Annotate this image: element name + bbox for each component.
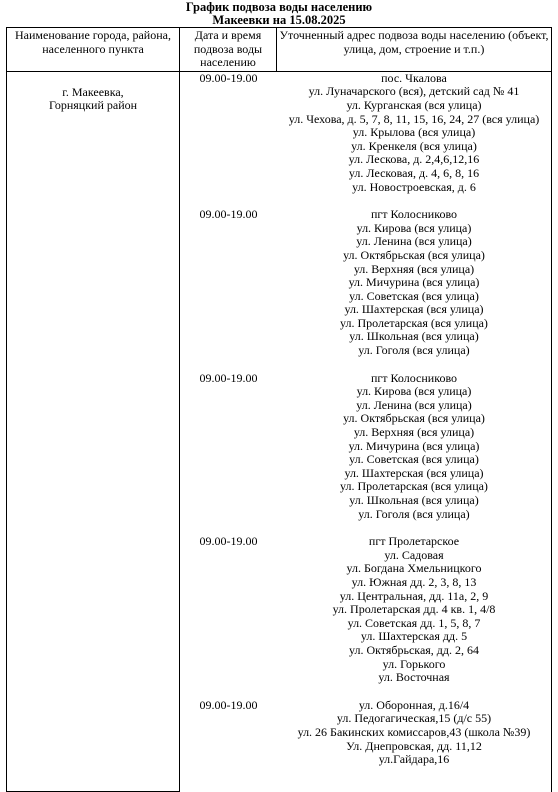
delivery-time: 09.00-19.00 — [199, 534, 258, 549]
address-line: ул. Мичурина (вся улица) — [348, 438, 480, 453]
address-line: ул. Советская дд. 1, 5, 8, 7 — [347, 615, 481, 630]
address-line: пгт Колосниково — [370, 370, 458, 385]
address-line: пос. Чкалова — [381, 71, 447, 85]
address-line: ул. Оборонная, д.16/4 — [358, 697, 470, 712]
address-line: ул. Лесковая, д. 4, 6, 8, 16 — [348, 165, 480, 180]
address-line: ул. Педогагическая,15 (д/с 55) — [336, 711, 492, 726]
address-line: ул. Новостроевская, д. 6 — [352, 179, 476, 194]
address-line: ул. Чехова, д. 5, 7, 8, 11, 15, 16, 24, 27 (вся улица) — [288, 111, 540, 126]
schedule-blocks — [180, 72, 551, 792]
address-line: ул. 26 Бакинских комиссаров,43 (школа №39) — [297, 724, 531, 739]
table-header-row — [7, 28, 552, 72]
block-spacer — [180, 358, 551, 372]
address-line: ул. Южная дд. 2, 3, 8, 13 — [351, 574, 477, 589]
address-list — [277, 372, 551, 522]
delivery-time: 09.00-19.00 — [199, 71, 258, 85]
address-line: ул. Гоголя (вся улица) — [358, 506, 470, 521]
schedule-block — [180, 208, 551, 358]
address-line: ул. Шахтерская (вся улица) — [344, 302, 484, 317]
address-line: ул. Кирова (вся улица) — [356, 384, 472, 399]
address-line: ул. Гоголя (вся улица) — [358, 343, 470, 358]
address-line: ул. Советская (вся улица) — [349, 452, 479, 467]
document-subtitle: Макеевки на 15.08.2025 — [212, 13, 346, 27]
address-line: ул. Курганская (вся улица) — [346, 97, 482, 112]
address-line: ул. Центральная, дд. 11а, 2, 9 — [339, 588, 489, 603]
delivery-time: 09.00-19.00 — [199, 697, 258, 712]
address-line: ул. Лескова, д. 2,4,6,12,16 — [348, 152, 480, 167]
document-title: График подвоза воды населению — [185, 0, 373, 14]
address-line: ул. Восточная — [378, 670, 450, 685]
address-list — [277, 208, 551, 358]
table-row — [7, 71, 552, 792]
header-area: Наименование города, района, населенного пункта — [7, 28, 180, 72]
address-line: ул. Советская (вся улица) — [349, 288, 479, 303]
schedule-cell — [180, 71, 552, 792]
schedule-block — [180, 699, 551, 767]
address-line: ул. Октябрьская (вся улица) — [343, 411, 485, 426]
area-cell: г. Макеевка, Горняцкий район — [7, 71, 180, 792]
address-line: ул. Пролетарская (вся улица) — [340, 479, 488, 494]
address-line: ул. Садовая — [384, 547, 444, 562]
address-line: ул. Шахтерская дд. 5 — [360, 629, 468, 644]
address-line: ул. Ленина (вся улица) — [356, 234, 472, 249]
address-line: ул. Школьная (вся улица) — [349, 493, 479, 507]
address-line: Ул. Днепровская, дд. 11,12 — [346, 738, 482, 753]
address-line: ул. Верхняя (вся улица) — [353, 425, 475, 440]
address-line: ул. Верхняя (вся улица) — [353, 261, 475, 276]
address-line: ул. Луначарского (вся), детский сад № 41 — [308, 84, 520, 99]
address-line: ул. Кренкеля (вся улица) — [351, 138, 477, 153]
schedule-block — [180, 535, 551, 685]
address-line: ул.Гайдара,16 — [378, 752, 450, 767]
address-line: ул. Мичурина (вся улица) — [348, 275, 480, 290]
address-line: ул. Шахтерская (вся улица) — [344, 465, 484, 480]
block-spacer — [180, 521, 551, 535]
block-spacer — [180, 194, 551, 208]
schedule-block — [180, 72, 551, 194]
address-line: ул. Пролетарская (вся улица) — [340, 315, 488, 330]
water-delivery-table — [6, 27, 552, 792]
address-line: пгт Пролетарское — [368, 534, 460, 549]
address-line: ул. Кирова (вся улица) — [356, 220, 472, 235]
address-list — [277, 699, 551, 767]
address-line: ул. Школьная (вся улица) — [349, 329, 479, 344]
address-list — [277, 535, 551, 685]
delivery-time: 09.00-19.00 — [199, 207, 258, 222]
schedule-block — [180, 372, 551, 522]
delivery-time: 09.00-19.00 — [199, 370, 258, 385]
block-spacer — [180, 685, 551, 699]
address-line: ул. Ленина (вся улица) — [356, 397, 472, 412]
address-line: ул. Октябрьская (вся улица) — [343, 247, 485, 262]
header-datetime: Дата и время подвоза воды населению — [180, 28, 277, 72]
address-line: ул. Октябрьская, дд. 2, 64 — [348, 642, 479, 657]
header-address: Уточненный адрес подвоза воды населению (объект, улица, дом, строение и т.п.) — [277, 28, 552, 72]
address-line: ул. Пролетарская дд. 4 кв. 1, 4/8 — [332, 602, 496, 617]
address-line: ул. Крылова (вся улица) — [352, 125, 476, 140]
address-list — [277, 72, 551, 194]
address-line: ул. Богдана Хмельницкого — [346, 561, 482, 576]
address-line: ул. Горького — [382, 656, 446, 671]
address-line: пгт Колосниково — [370, 207, 458, 222]
